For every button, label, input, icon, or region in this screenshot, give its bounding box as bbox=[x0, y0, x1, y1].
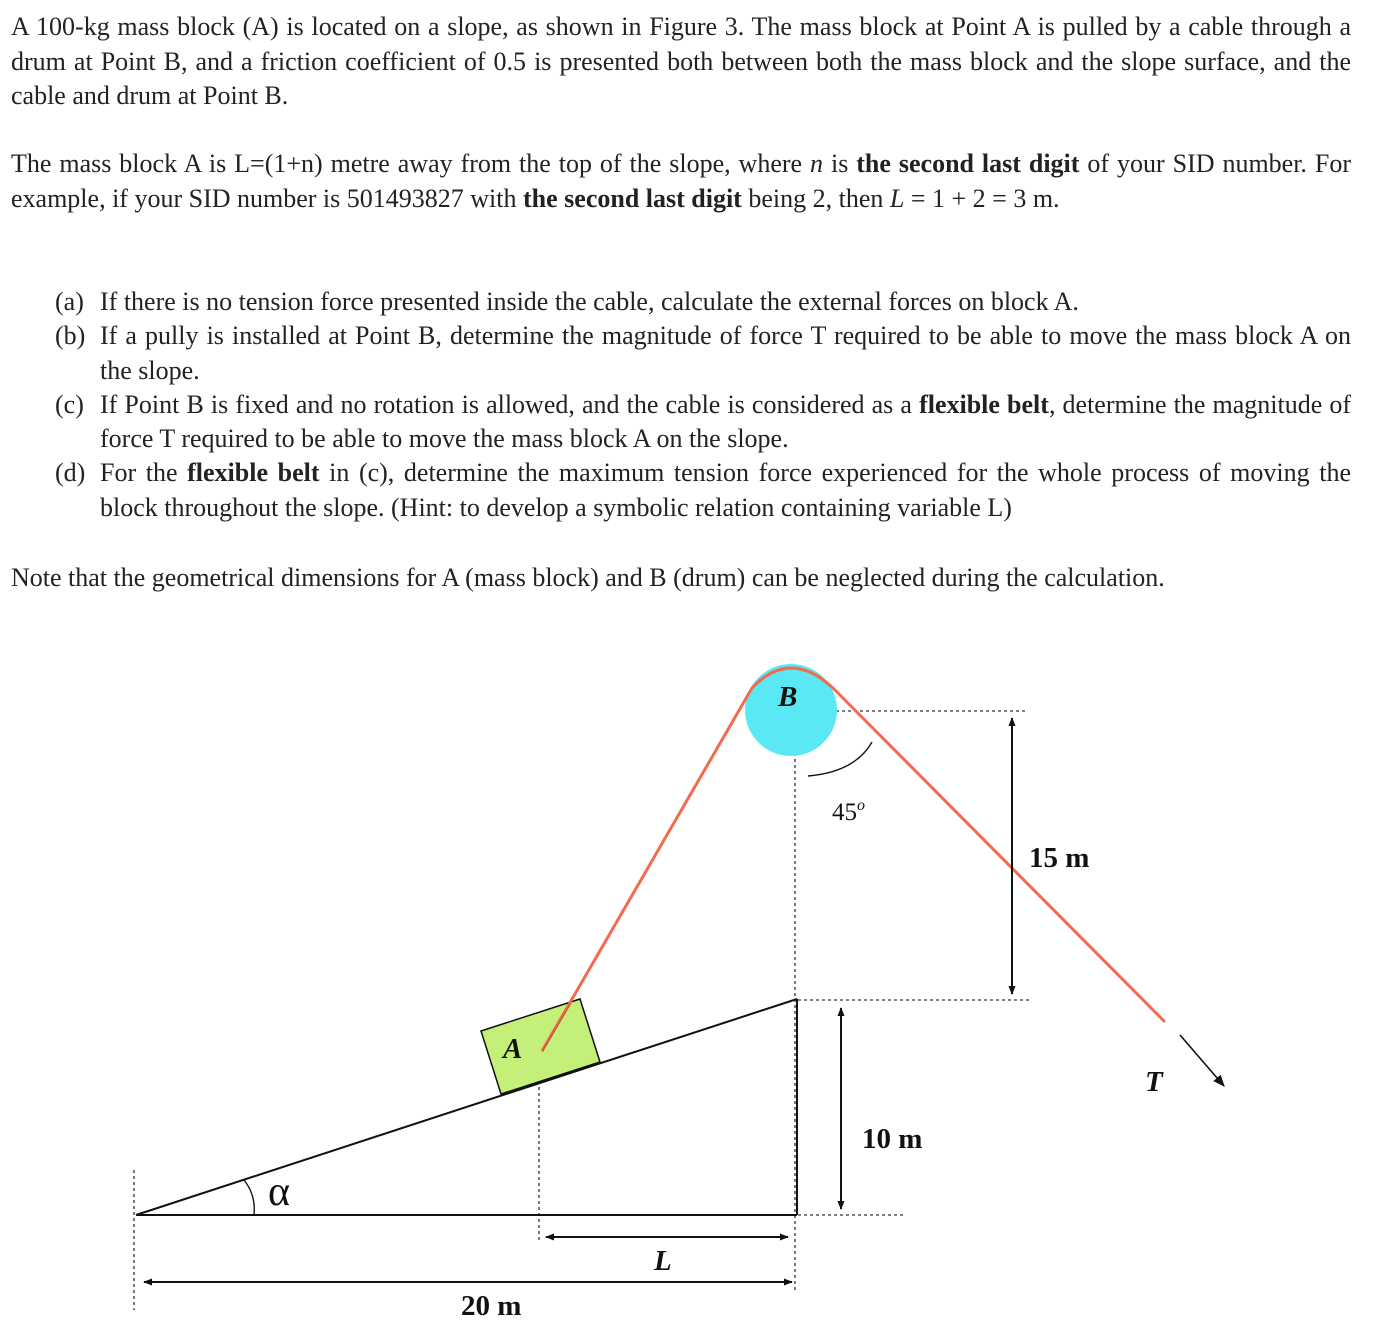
question-text: For the bbox=[100, 458, 188, 488]
question-label: (a) bbox=[55, 287, 84, 316]
p2-text-1: The mass block A is L=(1+n) metre away from the top of the slope, where bbox=[11, 149, 811, 178]
label-20m: 20 m bbox=[461, 1290, 522, 1322]
slope bbox=[136, 999, 797, 1215]
force-t-arrow bbox=[1180, 1035, 1224, 1086]
question-text: If Point B is fixed and no rotation is allowed, and the cable is considered as a bbox=[100, 389, 920, 419]
question-label: (c) bbox=[55, 389, 84, 419]
question-text: If a pully is installed at Point B, determine the magnitude of force T required to be able to move the mass block A on the slope. bbox=[100, 321, 1351, 385]
label-b: B bbox=[778, 681, 798, 713]
question-d bbox=[55, 456, 1351, 525]
question-bold: flexible belt bbox=[187, 458, 320, 488]
label-15m: 15 m bbox=[1029, 842, 1090, 874]
question-text: in (c), determine the maximum tension force experienced for the whole process of moving the block throughout the slope. (Hint: to develop a symbolic relation containing variable L) bbox=[100, 458, 1351, 522]
slope-incline-line bbox=[136, 999, 797, 1215]
label-t: T bbox=[1145, 1066, 1163, 1098]
label-alpha: α bbox=[268, 1169, 291, 1215]
intro-paragraph: A 100-kg mass block (A) is located on a slope, as shown in Figure 3. The mass block at Point A is pulled by a cable through a drum at Point B, and a friction coefficient of 0.5 is presented both between both the mass block and the slope surface, and the cable and drum at Point B. bbox=[11, 12, 1351, 110]
l-variable: L bbox=[889, 183, 905, 213]
p2-bold-2: the second last digit bbox=[523, 183, 742, 213]
n-variable: n bbox=[810, 149, 824, 178]
alpha-angle-arc bbox=[244, 1180, 254, 1215]
question-list bbox=[55, 285, 1351, 525]
p2-text-3: of your SID number. For example, if your SID number is 501493827 with bbox=[11, 149, 1351, 213]
question-text: If there is no tension force presented inside the cable, calculate the external forces on block A. bbox=[100, 287, 1079, 316]
label-45-deg bbox=[832, 797, 865, 826]
question-bold: flexible belt bbox=[919, 389, 1049, 419]
sid-paragraph bbox=[11, 147, 1351, 216]
label-10m: 10 m bbox=[862, 1123, 923, 1155]
angle-value: 45 bbox=[832, 799, 857, 826]
p2-text-4: being 2, then bbox=[741, 183, 890, 213]
label-l: L bbox=[654, 1245, 672, 1277]
question-label: (b) bbox=[55, 321, 86, 351]
question-c bbox=[55, 388, 1351, 457]
degree-mark: o bbox=[857, 797, 865, 814]
figure-3-diagram bbox=[0, 620, 1387, 1328]
question-b bbox=[55, 319, 1351, 388]
mass-block-a bbox=[481, 999, 600, 1094]
label-a: A bbox=[503, 1033, 523, 1065]
p2-text-5: = 1 + 2 = 3 m. bbox=[904, 183, 1060, 213]
p2-text-2: is bbox=[823, 149, 857, 178]
p2-bold-1: the second last digit bbox=[856, 149, 1080, 178]
question-a bbox=[55, 285, 1351, 319]
note-paragraph: Note that the geometrical dimensions for A (mass block) and B (drum) can be neglected during the calculation. bbox=[11, 563, 1165, 592]
question-label: (d) bbox=[55, 458, 86, 488]
question-text: , determine the magnitude of force T required to be able to move the mass block A on the slope. bbox=[100, 389, 1351, 454]
